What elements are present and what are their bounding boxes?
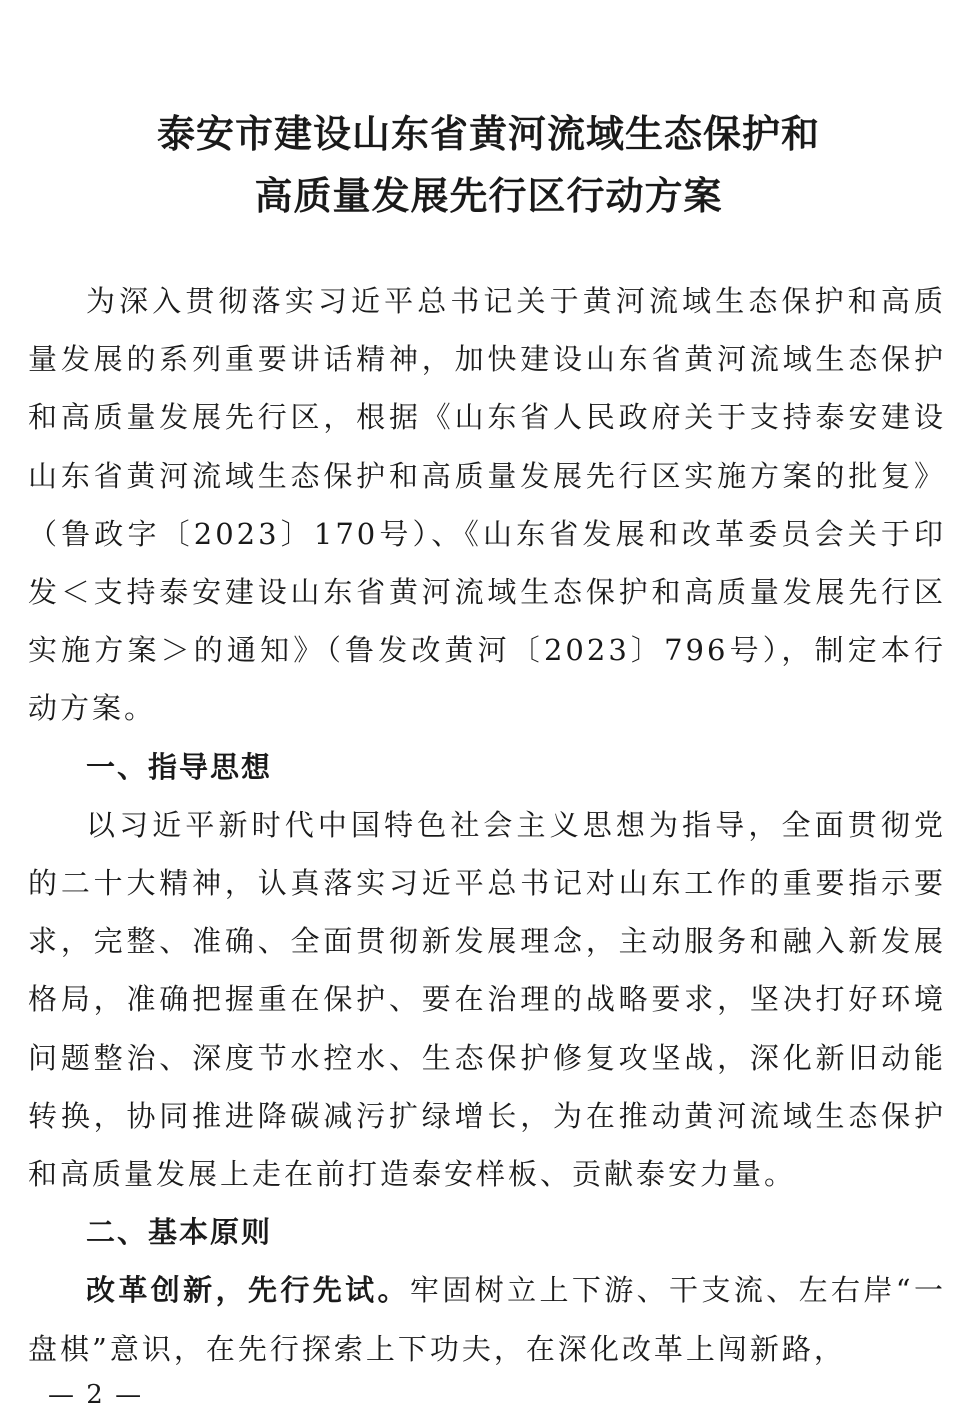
- section-heading-basic-principles: 二、基本原则: [86, 1215, 273, 1250]
- principle-text: 牢固树立上下游、干支流、左右岸“一盘棋”意识，在先行探索上下功夫，在深化改革上闯新路，: [28, 1273, 946, 1366]
- document-body: [28, 272, 946, 1378]
- document-title-line-1: 泰安市建设山东省黄河流域生态保护和: [156, 112, 820, 156]
- page-number: — 2 —: [48, 1380, 144, 1410]
- intro-paragraph: 为深入贯彻落实习近平总书记关于黄河流域生态保护和高质量发展的系列重要讲话精神，加快建设山东省黄河流域生态保护和高质量发展先行区，根据《山东省人民政府关于支持泰安建设山东省黄河流域生态保护和高质量发展先行区实施方案的批复》（鲁政字〔2023〕170号）、《山东省发展和改革委员会关于印发＜支持泰安建设山东省黄河流域生态保护和高质量发展先行区实施方案＞的通知》（鲁发改黄河〔2023〕796号），制定本行动方案。: [28, 284, 946, 726]
- principle-paragraph: [28, 1261, 946, 1377]
- document-title-line-2: 高质量发展先行区行动方案: [254, 174, 723, 218]
- section-heading-guiding-ideology: 一、指导思想: [86, 749, 273, 784]
- guiding-ideology-paragraph: 以习近平新时代中国特色社会主义思想为指导，全面贯彻党的二十大精神，认真落实习近平总书记对山东工作的重要指示要求，完整、准确、全面贯彻新发展理念，主动服务和融入新发展格局，准确把握重在保护、要在治理的战略要求，坚决打好环境问题整治、深度节水控水、生态保护修复攻坚战，深化新旧动能转换，协同推进降碳减污扩绿增长，为在推动黄河流域生态保护和高质量发展上走在前打造泰安样板、贡献泰安力量。: [28, 807, 946, 1192]
- principle-lead: 改革创新，先行先试。: [86, 1273, 410, 1308]
